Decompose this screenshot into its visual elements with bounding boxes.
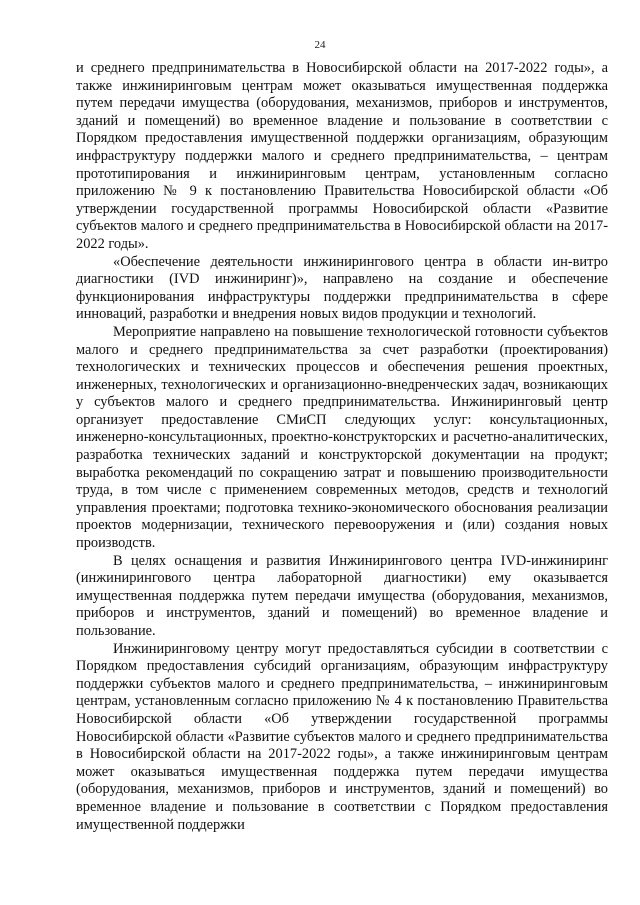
paragraph-equipment-support: В целях оснащения и развития Инжинирингового центра IVD-инжиниринг (инжинирингового центра лабораторной диагностики) ему оказывается имущественная поддержка путем передачи имущества (оборудования, механизмов, приборов и инструментов, зданий и помещений) во временное владение и пользование. [76, 552, 608, 639]
paragraph-subsidies: Инжиниринговому центру могут предоставляться субсидии в соответствии с Порядком предоставления субсидий организациям, образующим инфраструктуру поддержки субъектов малого и среднего предпринимательства, – инжиниринговым центрам, установленным согласно приложению № 4 к постановлению Правительства Новосибирской области «Об утверждении государственной программы Новосибирской области «Развитие субъектов малого и среднего предпринимательства в Новосибирской области на 2017-2022 годы», а также инжиниринговым центрам может оказываться имущественная поддержка путем передачи имущества (оборудования, механизмов, приборов и инструментов, зданий и помещений) во временное владение и пользование в соответствии с Порядком предоставления имущественной поддержки [76, 640, 608, 833]
paragraph-ivd-engineering: «Обеспечение деятельности инжинирингового центра в области ин-витро диагностики (IVD инжиниринг)», направлено на создание и обеспечение функционирования инфраструктуры поддержки предпринимательства в сфере инноваций, разработки и внедрения новых видов продукции и технологий. [76, 253, 608, 323]
document-body [76, 60, 608, 834]
paragraph-measure-description: Мероприятие направлено на повышение технологической готовности субъектов малого и среднего предпринимательства за счет разработки (проектирования) технологических и технических процессов и обеспечения решения проектных, инженерных, технологических и организационно-внедренческих задач, возникающих у субъектов малого и среднего предпринимательства. Инжиниринговый центр организует предоставление СМиСП следующих услуг: консультационных, инженерно-консультационных, проектно-конструкторских и расчетно-аналитических, разработка технических заданий и конструкторской документации на продукт; выработка рекомендаций по сокращению затрат и повышению производительности труда, в том числе с применением современных методов, средств и технологий управления проектами; подготовка технико-экономического обоснования реализации проектов модернизации, технического перевооружения и (или) создания новых производств. [76, 323, 608, 552]
paragraph-continuation: и среднего предпринимательства в Новосибирской области на 2017-2022 годы», а также инжиниринговым центрам может оказываться имущественная поддержка путем передачи имущества (оборудования, механизмов, приборов и инструментов, зданий и помещений) во временное владение и пользование в соответствии с Порядком предоставления имущественной поддержки организациям, образующим инфраструктуру поддержки малого и среднего предпринимательства, – центрам прототипирования и инжиниринговым центрам, установленным согласно приложению № 9 к постановлению Правительства Новосибирской области «Об утверждении государственной программы Новосибирской области «Развитие субъектов малого и среднего предпринимательства в Новосибирской области на 2017-2022 годы». [76, 60, 608, 252]
page-number: 24 [314, 39, 326, 51]
